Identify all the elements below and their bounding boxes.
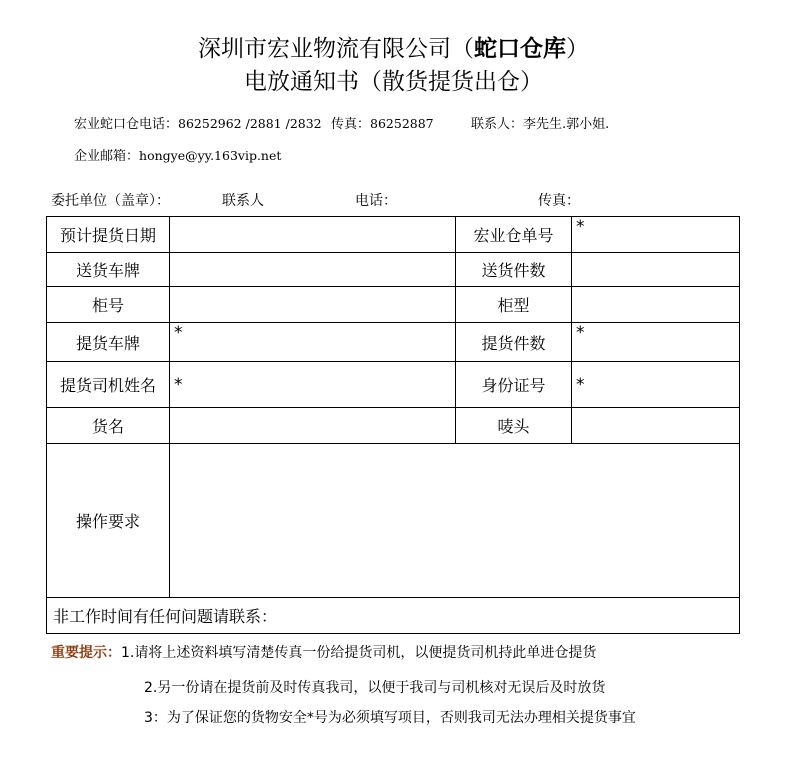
form-row [47,287,740,323]
shipping-mark-label: 唛头 [456,408,572,444]
operation-requirements-label: 操作要求 [47,444,170,598]
driver-name-field[interactable]: * [170,362,456,408]
id-number-label: 身份证号 [456,362,572,408]
goods-name-label: 货名 [47,408,170,444]
id-number-field[interactable]: * [572,362,740,408]
pickup-date-field[interactable] [170,217,456,253]
container-number-field[interactable] [170,287,456,323]
pickup-plate-field[interactable]: * [170,323,456,362]
company-email: 企业邮箱：hongye@yy.163vip.net [74,148,282,164]
pickup-quantity-label: 提货件数 [456,323,572,362]
operation-requirements-field[interactable] [170,444,740,598]
warehouse-phone: 宏业蛇口仓电话：86252962 /2881 /2832 [74,116,322,132]
goods-name-field[interactable] [170,408,456,444]
warehouse-fax: 传真：86252887 [331,116,434,132]
client-phone-label: 电话： [355,193,397,209]
delivery-quantity-label: 送货件数 [456,253,572,287]
important-tip-1: 重要提示：1.请将上述资料填写清楚传真一份给提货司机，以便提货司机持此单进仓提货 [51,645,597,661]
delivery-plate-label: 送货车牌 [47,253,170,287]
form-row [47,323,740,362]
important-tip-2: 2.另一份请在提货前及时传真我司，以便于我司与司机核对无误后及时放货 [144,680,606,696]
form-row [47,362,740,408]
pickup-form-table [46,216,740,634]
warehouse-contact: 联系人：李先生.郭小姐. [471,117,610,132]
container-type-label: 柜型 [456,287,572,323]
form-row [47,253,740,287]
document-title-line1: 深圳市宏业物流有限公司（蛇口仓库） [198,36,589,62]
important-tip-label: 重要提示： [51,645,121,661]
pickup-date-label: 预计提货日期 [47,217,170,253]
delivery-plate-field[interactable] [170,253,456,287]
form-row [47,444,740,598]
container-type-field[interactable] [572,287,740,323]
client-contact-label: 联系人 [222,193,264,209]
pickup-quantity-field[interactable]: * [572,323,740,362]
document-title-line2: 电放通知书（散货提货出仓） [244,69,543,95]
warehouse-receipt-label: 宏业仓单号 [456,217,572,253]
form-row [47,408,740,444]
important-tip-3: 3：为了保证您的货物安全*号为必须填写项目，否则我司无法办理相关提货事宜 [144,710,636,726]
client-unit-label: 委托单位（盖章）： [51,193,170,209]
pickup-plate-label: 提货车牌 [47,323,170,362]
shipping-mark-field[interactable] [572,408,740,444]
driver-name-label: 提货司机姓名 [47,362,170,408]
after-hours-contact-note: 非工作时间有任何问题请联系： [47,598,740,634]
form-row [47,217,740,253]
warehouse-receipt-field[interactable]: * [572,217,740,253]
client-fax-label: 传真： [538,193,580,209]
delivery-quantity-field[interactable] [572,253,740,287]
form-row [47,598,740,634]
warehouse-name: 蛇口仓库 [474,36,566,62]
container-number-label: 柜号 [47,287,170,323]
